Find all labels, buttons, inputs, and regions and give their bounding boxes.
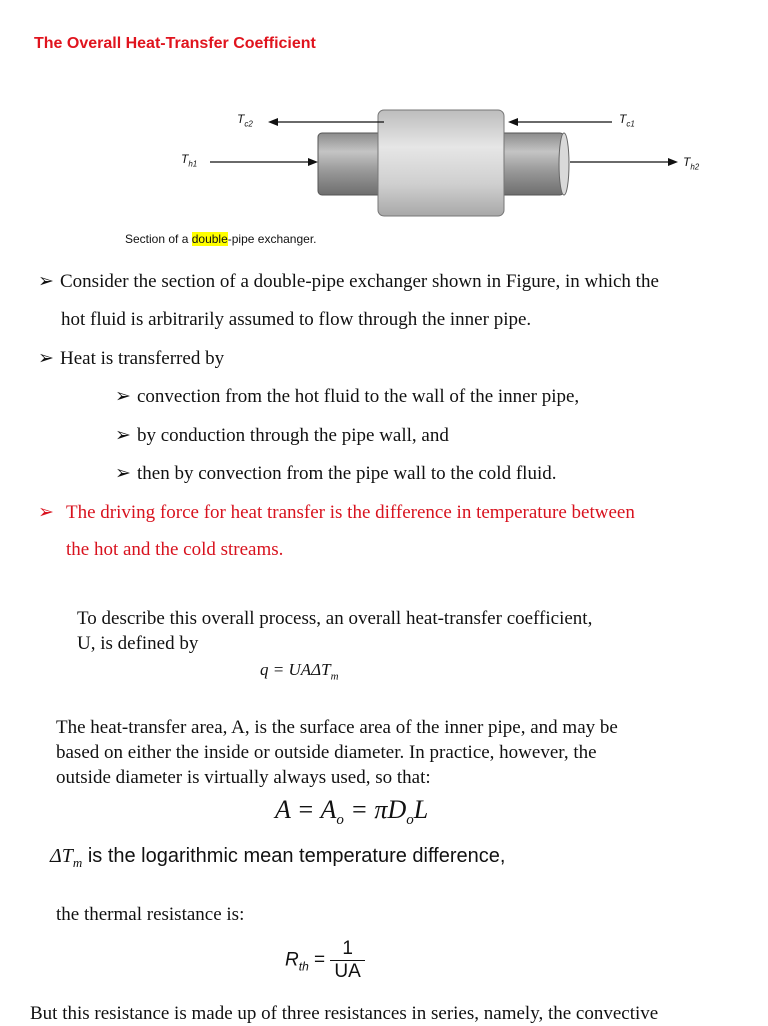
bullet-3: ➢ The driving force for heat transfer is the difference in temperature between <box>38 502 635 523</box>
label-tc1: $T_{c1}$ <box>619 112 635 129</box>
sub-bullet-2: ➢ by conduction through the pipe wall, and <box>115 425 449 446</box>
paragraph-overall-process: To describe this overall process, an overall heat-transfer coefficient, U, is defined by <box>77 608 593 654</box>
equation-area: $A = A_o = \pi D_oL$ <box>275 795 429 829</box>
lmtd-definition: $\Delta T_m$ is the logarithmic mean temperature difference, <box>50 845 506 870</box>
paragraph-area: The heat-transfer area, A, is the surface area of the inner pipe, and may be based on either the inside or outside diameter. In practice, however, the outside diameter is virtually always used, so that: <box>56 717 618 788</box>
bullet-arrow-icon: ➢ <box>38 502 54 523</box>
bullet-arrow-icon: ➢ <box>115 463 131 484</box>
sub-bullet-3: ➢ then by convection from the pipe wall to the cold fluid. <box>115 463 557 484</box>
sub-bullet-1: ➢ convection from the hot fluid to the wall of the inner pipe, <box>115 386 580 407</box>
label-th2: $T_{h2}$ <box>683 155 700 172</box>
bullet-arrow-icon: ➢ <box>115 386 131 407</box>
bullet-arrow-icon: ➢ <box>38 271 54 292</box>
thermal-resistance-text: the thermal resistance is: <box>56 904 245 925</box>
bullet-arrow-icon: ➢ <box>38 348 54 369</box>
equation-q: $q = UA\Delta T_m$ <box>260 660 339 683</box>
bullet-arrow-icon: ➢ <box>115 425 131 446</box>
label-th1: $T_{h1}$ <box>181 152 198 169</box>
fraction: $\frac{1}{UA}$ <box>330 938 364 983</box>
bullet-1: ➢ Consider the section of a double-pipe exchanger shown in Figure, in which the <box>38 271 659 292</box>
paragraph-series-resistance: But this resistance is made up of three resistances in series, namely, the convective <box>30 1003 659 1024</box>
equation-resistance: $R_{th}$ = $\frac{1}{UA}$ <box>285 938 365 983</box>
bullet-2: ➢ Heat is transferred by <box>38 348 225 369</box>
outer-pipe <box>378 110 504 216</box>
page-title: The Overall Heat-Transfer Coefficient <box>34 35 316 52</box>
label-tc2: $T_{c2}$ <box>237 112 253 129</box>
exchanger-diagram <box>0 0 768 230</box>
figure-caption: Section of a double-pipe exchanger. <box>125 232 317 246</box>
bullet-1-continued: hot fluid is arbitrarily assumed to flow through the inner pipe. <box>61 309 532 330</box>
bullet-3-continued: the hot and the cold streams. <box>66 539 284 560</box>
